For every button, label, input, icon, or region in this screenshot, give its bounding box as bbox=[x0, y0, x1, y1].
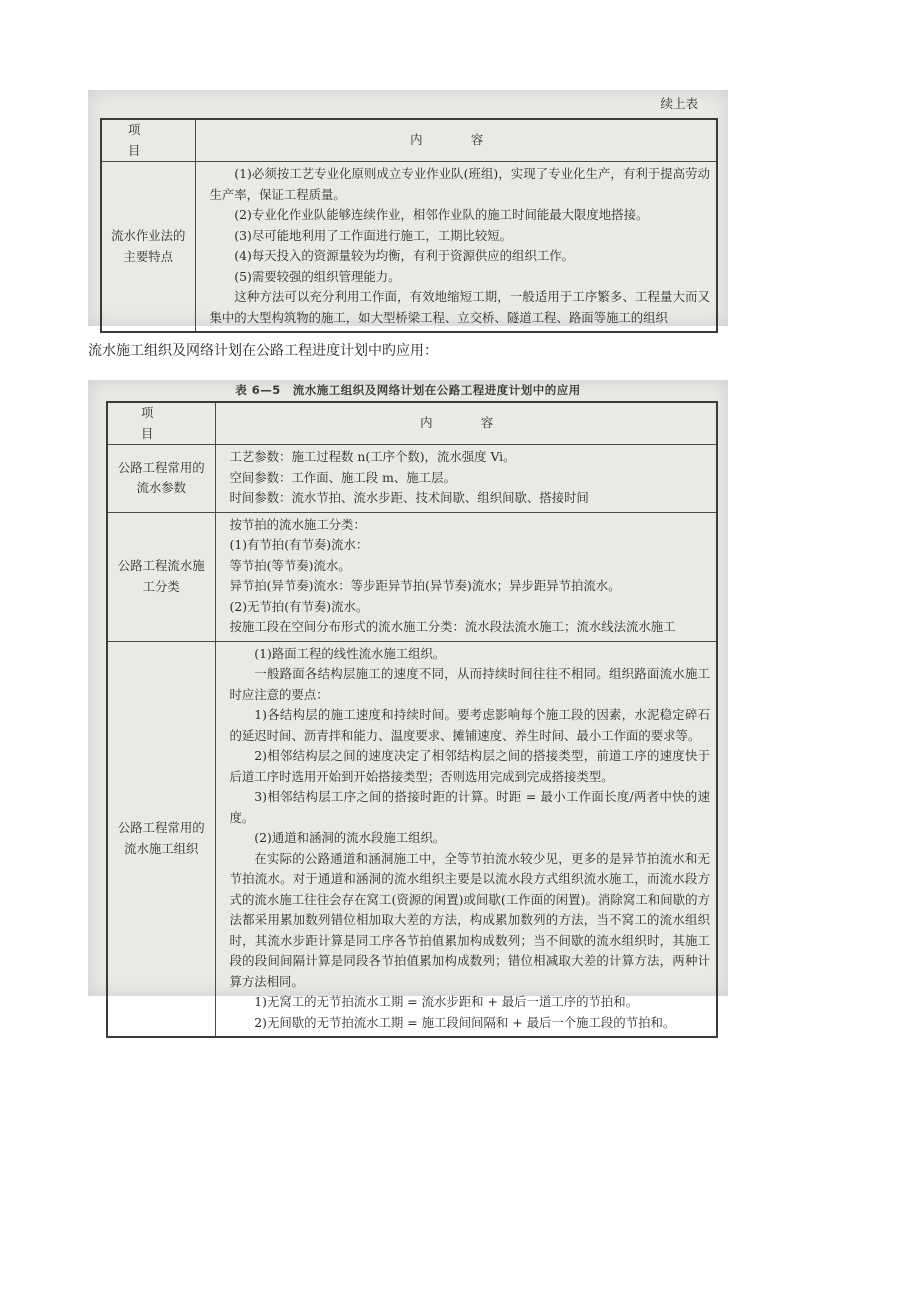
content-line: (2)无节拍(有节奏)流水。 bbox=[229, 598, 369, 614]
row-content bbox=[195, 162, 717, 333]
content-line: 这种方法可以充分利用工作面，有效地缩短工期，一般适用于工序繁多、工程量大而又集中的大型构筑物的施工，如大型桥梁工程、立交桥、隧道工程、路面等施工的组织 bbox=[209, 289, 710, 325]
table-header-row bbox=[107, 402, 717, 445]
content-line: (1)路面工程的线性流水施工组织。 bbox=[254, 645, 446, 661]
content-line: (5)需要较强的组织管理能力。 bbox=[234, 268, 401, 284]
content-line: 等节拍(等节奏)流水。 bbox=[229, 557, 351, 573]
content-line: 3)相邻结构层工序之间的搭接时距的计算。时距 = 最小工作面长度/两者中快的速度。 bbox=[229, 789, 710, 825]
row-content bbox=[215, 445, 717, 513]
content-line: 在实际的公路通道和涵洞施工中，全等节拍流水较少见，更多的是异节拍流水和无节拍流水。对于通道和涵洞的流水组织主要是以流水段方式组织流水施工，而流水段方式的流水施工往往会存在窝工(资源的闲置)或间歇(工作面的闲置)。消除窝工和间歇的方法都采用累加数列错位相加取大差的方法，构成累加数列的方法，当不窝工的流水组织时，其流水步距计算是同工序各节拍值累加构成数列；当不间歇的流水组织时，其施工段的段间间隔计算是同段各节拍值累加构成数列；错位相减取大差的计算方法，两种计算方法相同。 bbox=[229, 850, 710, 989]
header-content: 内 容 bbox=[215, 402, 717, 445]
content-line: 异节拍(异节奏)流水：等步距异节拍(异节奏)流水；异步距异节拍流水。 bbox=[229, 578, 621, 593]
content-line: 一般路面各结构层施工的速度不同，从而持续时间往往不相同。组织路面流水施工时应注意的要点： bbox=[229, 666, 710, 702]
content-line: 工艺参数：施工过程数 n(工序个数)，流水强度 Vi。 bbox=[229, 449, 516, 464]
header-content: 内 容 bbox=[195, 119, 717, 162]
content-line: (4)每天投入的资源量较为均衡，有利于资源供应的组织工作。 bbox=[234, 248, 575, 263]
content-line: (3)尽可能地利用了工作面进行施工，工期比较短。 bbox=[234, 227, 513, 243]
content-line: (1)必须按工艺专业化原则成立专业作业队(班组)，实现了专业化生产，有利于提高劳动生产率，保证工程质量。 bbox=[209, 166, 710, 202]
row-label: 流水作业法的主要特点 bbox=[101, 162, 195, 333]
table-row bbox=[101, 162, 717, 333]
content-line: 按施工段在空间分布形式的流水施工分类：流水段法流水施工；流水线法流水施工 bbox=[229, 619, 676, 634]
row-content bbox=[215, 512, 717, 641]
table-row bbox=[107, 445, 717, 513]
content-line: 按节拍的流水施工分类： bbox=[229, 516, 366, 532]
content-line: 2)无间歇的无节拍流水工期 = 施工段间间隔和 + 最后一个施工段的节拍和。 bbox=[254, 1014, 676, 1030]
scanned-table-6-5 bbox=[88, 380, 728, 1030]
content-line: 时间参数：流水节拍、流水步距、技术间歇、组织间歇、搭接时间 bbox=[229, 490, 589, 505]
content-line: 2)相邻结构层之间的速度决定了相邻结构层之间的搭接类型，前道工序的速度快于后道工序时选用开始到开始搭接类型；否则选用完成到完成搭接类型。 bbox=[229, 748, 710, 784]
content-line: (2)专业化作业队能够连续作业，相邻作业队的施工时间能最大限度地搭接。 bbox=[234, 207, 649, 222]
row-label: 公路工程常用的流水参数 bbox=[107, 445, 215, 513]
table-flow-method-features bbox=[100, 118, 718, 333]
content-line: 1)各结构层的施工速度和持续时间。要考虑影响每个施工段的因素，水泥稳定碎石的延迟时间、沥青拌和能力、温度要求、摊铺速度、养生时间、最小工作面的要求等。 bbox=[229, 707, 710, 743]
table-row bbox=[107, 641, 717, 1037]
scanned-table-continued bbox=[88, 90, 728, 326]
header-item: 项 目 bbox=[101, 119, 195, 162]
table-caption: 表 6—5 流水施工组织及网络计划在公路工程进度计划中的应用 bbox=[235, 383, 581, 397]
intro-text: 流水施工组织及网络计划在公路工程进度计划中旳应用： bbox=[88, 343, 438, 359]
continued-label: 续上表 bbox=[660, 96, 698, 111]
content-line: (2)通道和涵洞的流水段施工组织。 bbox=[254, 830, 446, 845]
table-flow-construction bbox=[106, 401, 718, 1038]
content-line: (1)有节拍(有节奏)流水： bbox=[229, 537, 369, 552]
table-header-row bbox=[101, 119, 717, 162]
header-item: 项 目 bbox=[107, 402, 215, 445]
row-label: 公路工程流水施工分类 bbox=[107, 512, 215, 641]
content-line: 空间参数：工作面、施工段 m、施工层。 bbox=[229, 469, 456, 485]
row-content bbox=[215, 641, 717, 1037]
table-row bbox=[107, 512, 717, 641]
row-label: 公路工程常用的流水施工组织 bbox=[107, 641, 215, 1037]
content-line: 1)无窝工的无节拍流水工期 = 流水步距和 + 最后一道工序的节拍和。 bbox=[254, 994, 639, 1009]
